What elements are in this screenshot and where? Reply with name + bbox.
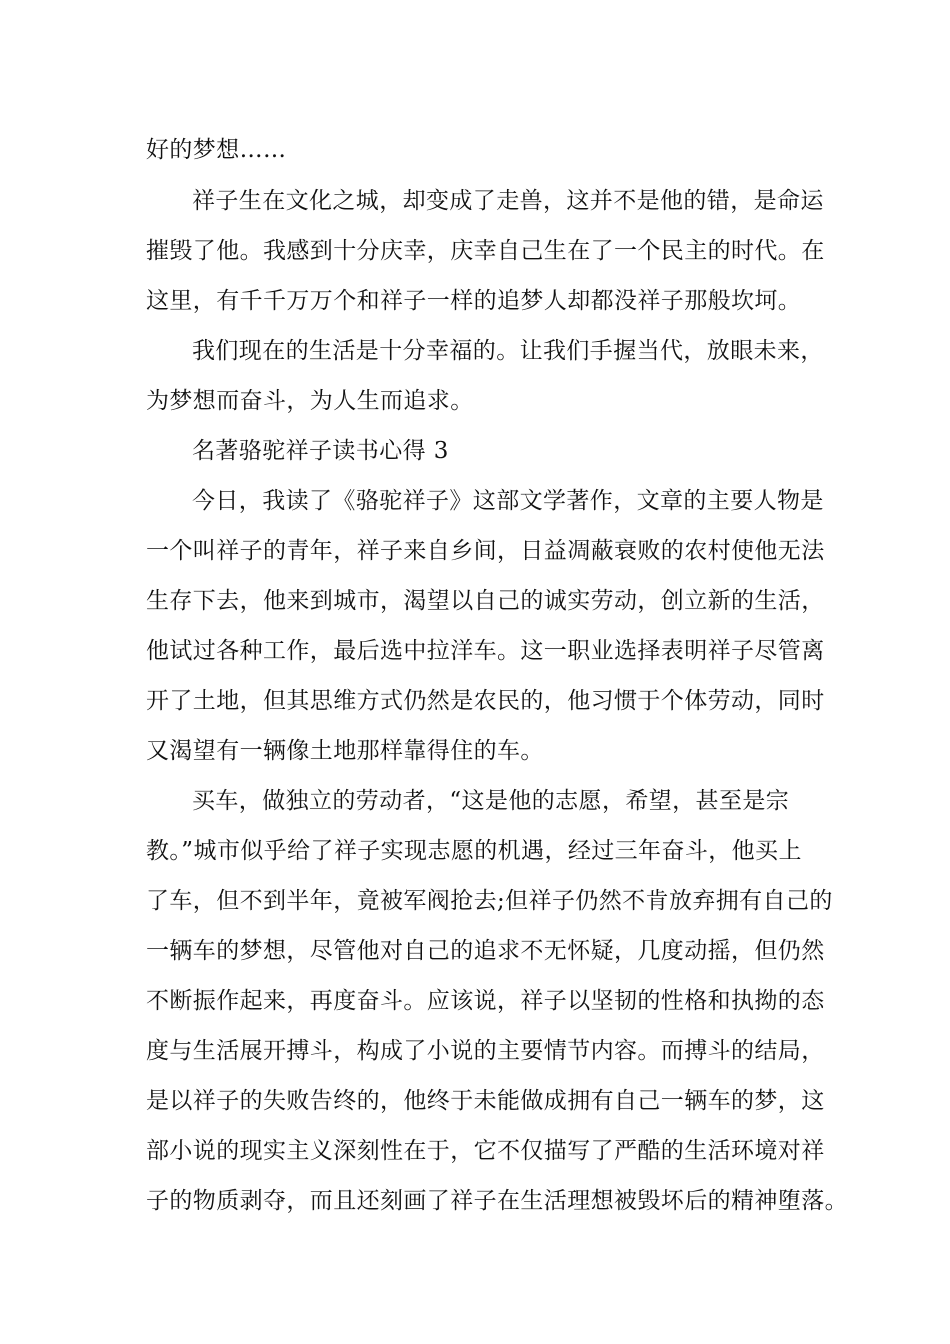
text-line: 部小说的现实主义深刻性在于，它不仅描写了严酷的生活环境对祥 [146,1138,825,1164]
text-line: 为梦想而奋斗，为人生而追求。 [146,388,474,414]
paragraph-start: 我们现在的生活是十分幸福的。让我们手握当代，放眼未来， [192,338,824,364]
text-line: 教。”城市似乎给了祥子实现志愿的机遇，经过三年奋斗，他买上 [146,838,802,864]
text-line: 了车，但不到半年，竟被军阀抢去;但祥子仍然不肯放弃拥有自己的 [146,888,833,914]
text-line: 摧毁了他。我感到十分庆幸，庆幸自己生在了一个民主的时代。在 [146,238,825,264]
section-heading: 名著骆驼祥子读书心得 3 [192,438,449,464]
text-line: 一辆车的梦想，尽管他对自己的追求不无怀疑，几度动摇，但仍然 [146,938,825,964]
text-line: 这里，有千千万万个和祥子一样的追梦人却都没祥子那般坎坷。 [146,288,802,314]
paragraph-start: 祥子生在文化之城，却变成了走兽，这并不是他的错，是命运 [192,188,824,214]
text-line: 是以祥子的失败告终的，他终于未能做成拥有自己一辆车的梦，这 [146,1088,825,1114]
text-line: 好的梦想…… [146,137,287,163]
text-line: 一个叫祥子的青年，祥子来自乡间，日益凋蔽衰败的农村使他无法 [146,538,825,564]
text-line: 开了土地，但其思维方式仍然是农民的，他习惯于个体劳动，同时 [146,688,825,714]
text-line: 生存下去，他来到城市，渴望以自己的诚实劳动，创立新的生活， [146,588,825,614]
paragraph-start: 买车，做独立的劳动者，“这是他的志愿，希望，甚至是宗 [192,788,790,814]
paragraph-start: 今日，我读了《骆驼祥子》这部文学著作，文章的主要人物是 [192,488,824,514]
text-line: 不断振作起来，再度奋斗。应该说，祥子以坚韧的性格和执拗的态 [146,988,825,1014]
text-line: 子的物质剥夺，而且还刻画了祥子在生活理想被毁坏后的精神堕落。 [146,1188,848,1214]
text-line: 又渴望有一辆像土地那样靠得住的车。 [146,738,544,764]
text-line: 度与生活展开搏斗，构成了小说的主要情节内容。而搏斗的结局， [146,1038,825,1064]
text-line: 他试过各种工作，最后选中拉洋车。这一职业选择表明祥子尽管离 [146,638,825,664]
